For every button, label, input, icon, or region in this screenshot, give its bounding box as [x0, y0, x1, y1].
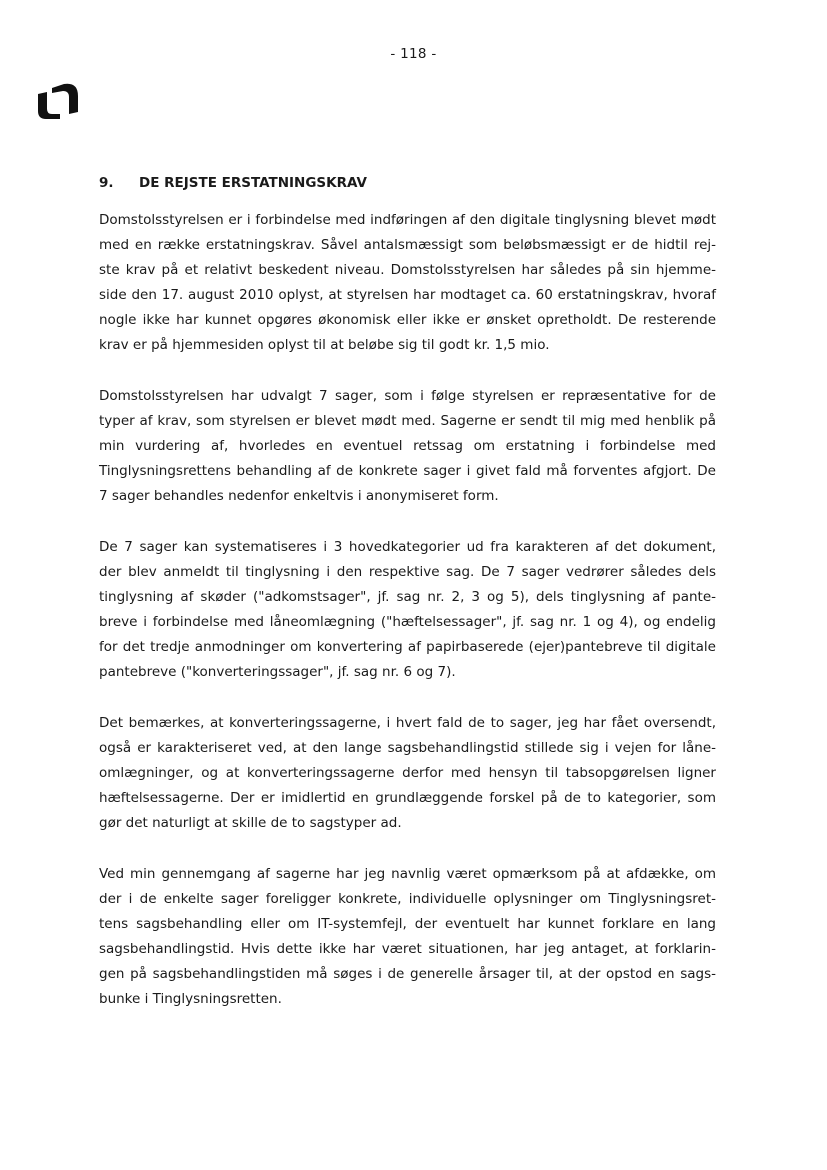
- text-line: krav er på hjemmesiden oplyst til at beløbe sig til godt kr. 1,5 mio.: [99, 337, 550, 353]
- section-heading: [99, 172, 716, 194]
- text-line: Domstolsstyrelsen har udvalgt 7 sager, som i følge styrelsen er repræsentative for de: [99, 388, 716, 404]
- text-line: tinglysning af skøder ("adkomstsager", jf. sag nr. 2, 3 og 5), dels tinglysning af pante-: [99, 589, 716, 605]
- text-line: der i de enkelte sager foreligger konkrete, individuelle oplysninger om Tinglysningsret-: [99, 891, 716, 907]
- logo-icon: [36, 82, 80, 120]
- text-line: Tinglysningsrettens behandling af de konkrete sager i givet fald må forventes afgjort. De: [99, 463, 716, 479]
- section-title: DE REJSTE ERSTATNINGSKRAV: [139, 175, 367, 191]
- text-line: Det bemærkes, at konverteringssagerne, i hvert fald de to sager, jeg har fået oversendt,: [99, 715, 716, 731]
- text-line: pantebreve ("konverteringssager", jf. sag nr. 6 og 7).: [99, 664, 456, 680]
- text-line: ste krav på et relativt beskedent niveau. Domstolsstyrelsen har således på sin hjemme-: [99, 262, 716, 278]
- text-line: bunke i Tinglysningsretten.: [99, 991, 282, 1007]
- paragraph-3: [99, 535, 716, 685]
- text-line: med en række erstatningskrav. Såvel antalsmæssigt som beløbsmæssigt er de hidtil rej-: [99, 237, 716, 253]
- text-line: tens sagsbehandling eller om IT-systemfejl, der eventuelt har kunnet forklare en lang: [99, 916, 716, 932]
- page-number: - 118 -: [390, 46, 437, 62]
- paragraph-1: [99, 208, 716, 358]
- text-line: gen på sagsbehandlingstiden må søges i de generelle årsager til, at der opstod en sags-: [99, 966, 716, 982]
- paragraph-2: [99, 384, 716, 509]
- text-line: Domstolsstyrelsen er i forbindelse med indføringen af den digitale tinglysning blevet mødt: [99, 212, 716, 228]
- text-line: min vurdering af, hvorledes en eventuel retssag om erstatning i forbindelse med: [99, 438, 716, 454]
- text-line: der blev anmeldt til tinglysning i den respektive sag. De 7 sager vedrører således dels: [99, 564, 716, 580]
- text-line: Ved min gennemgang af sagerne har jeg navnlig været opmærksom på at afdække, om: [99, 866, 716, 882]
- paragraph-5: [99, 862, 716, 1012]
- text-line: 7 sager behandles nedenfor enkeltvis i anonymiseret form.: [99, 488, 499, 504]
- text-line: typer af krav, som styrelsen er blevet mødt med. Sagerne er sendt til mig med henblik på: [99, 413, 716, 429]
- document-body: [99, 172, 716, 1038]
- text-line: for det tredje anmodninger om konvertering af papirbaserede (ejer)pantebreve til digitale: [99, 639, 716, 655]
- text-line: nogle ikke har kunnet opgøres økonomisk eller ikke er ønsket opretholdt. De resterende: [99, 312, 716, 328]
- text-line: gør det naturligt at skille de to sagstyper ad.: [99, 815, 402, 831]
- text-line: side den 17. august 2010 oplyst, at styrelsen har modtaget ca. 60 erstatningskrav, hvoraf: [99, 287, 716, 303]
- text-line: hæftelsessagerne. Der er imidlertid en grundlæggende forskel på de to kategorier, som: [99, 790, 716, 806]
- text-line: sagsbehandlingstid. Hvis dette ikke har været situationen, har jeg antaget, at forklarin-: [99, 941, 716, 957]
- section-number: 9.: [99, 175, 114, 191]
- text-line: De 7 sager kan systematiseres i 3 hovedkategorier ud fra karakteren af det dokument,: [99, 539, 716, 555]
- text-line: breve i forbindelse med låneomlægning ("hæftelsessager", jf. sag nr. 1 og 4), og endelig: [99, 614, 716, 630]
- paragraph-4: [99, 711, 716, 836]
- text-line: omlægninger, og at konverteringssagerne derfor med hensyn til tabsopgørelsen ligner: [99, 765, 716, 781]
- text-line: også er karakteriseret ved, at den lange sagsbehandlingstid stillede sig i vejen for låne-: [99, 740, 716, 756]
